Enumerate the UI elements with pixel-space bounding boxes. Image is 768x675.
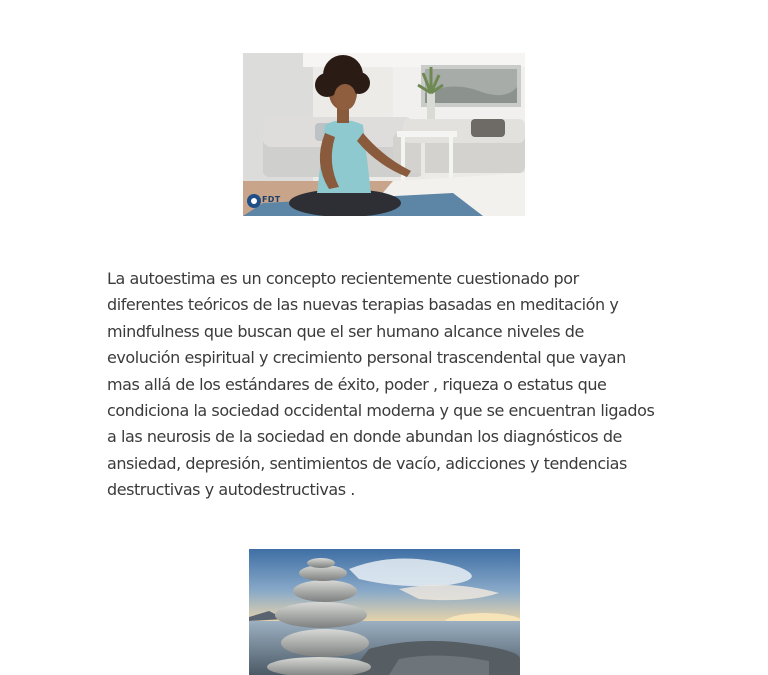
watermark-label: FDT: [262, 195, 281, 204]
stacked-stones-photo: [249, 549, 520, 675]
article-paragraph: La autoestima es un concepto recientemente cuestionado por diferentes teóricos de las nuevas terapias basadas en meditación y mindfulness que buscan que el ser humano alcance niveles de evolución espiritual y crecimiento personal trascendental que vayan mas allá de los estándares de éxito, poder , riqueza o estatus que condiciona la sociedad occidental moderna y que se encuentran ligados a las neurosis de la sociedad en donde abundan los diagnósticos de ansiedad, depresión, sentimientos de vacío, adicciones y tendencias destructivas y autodestructivas .: [107, 269, 655, 500]
meditation-photo: [243, 53, 525, 216]
